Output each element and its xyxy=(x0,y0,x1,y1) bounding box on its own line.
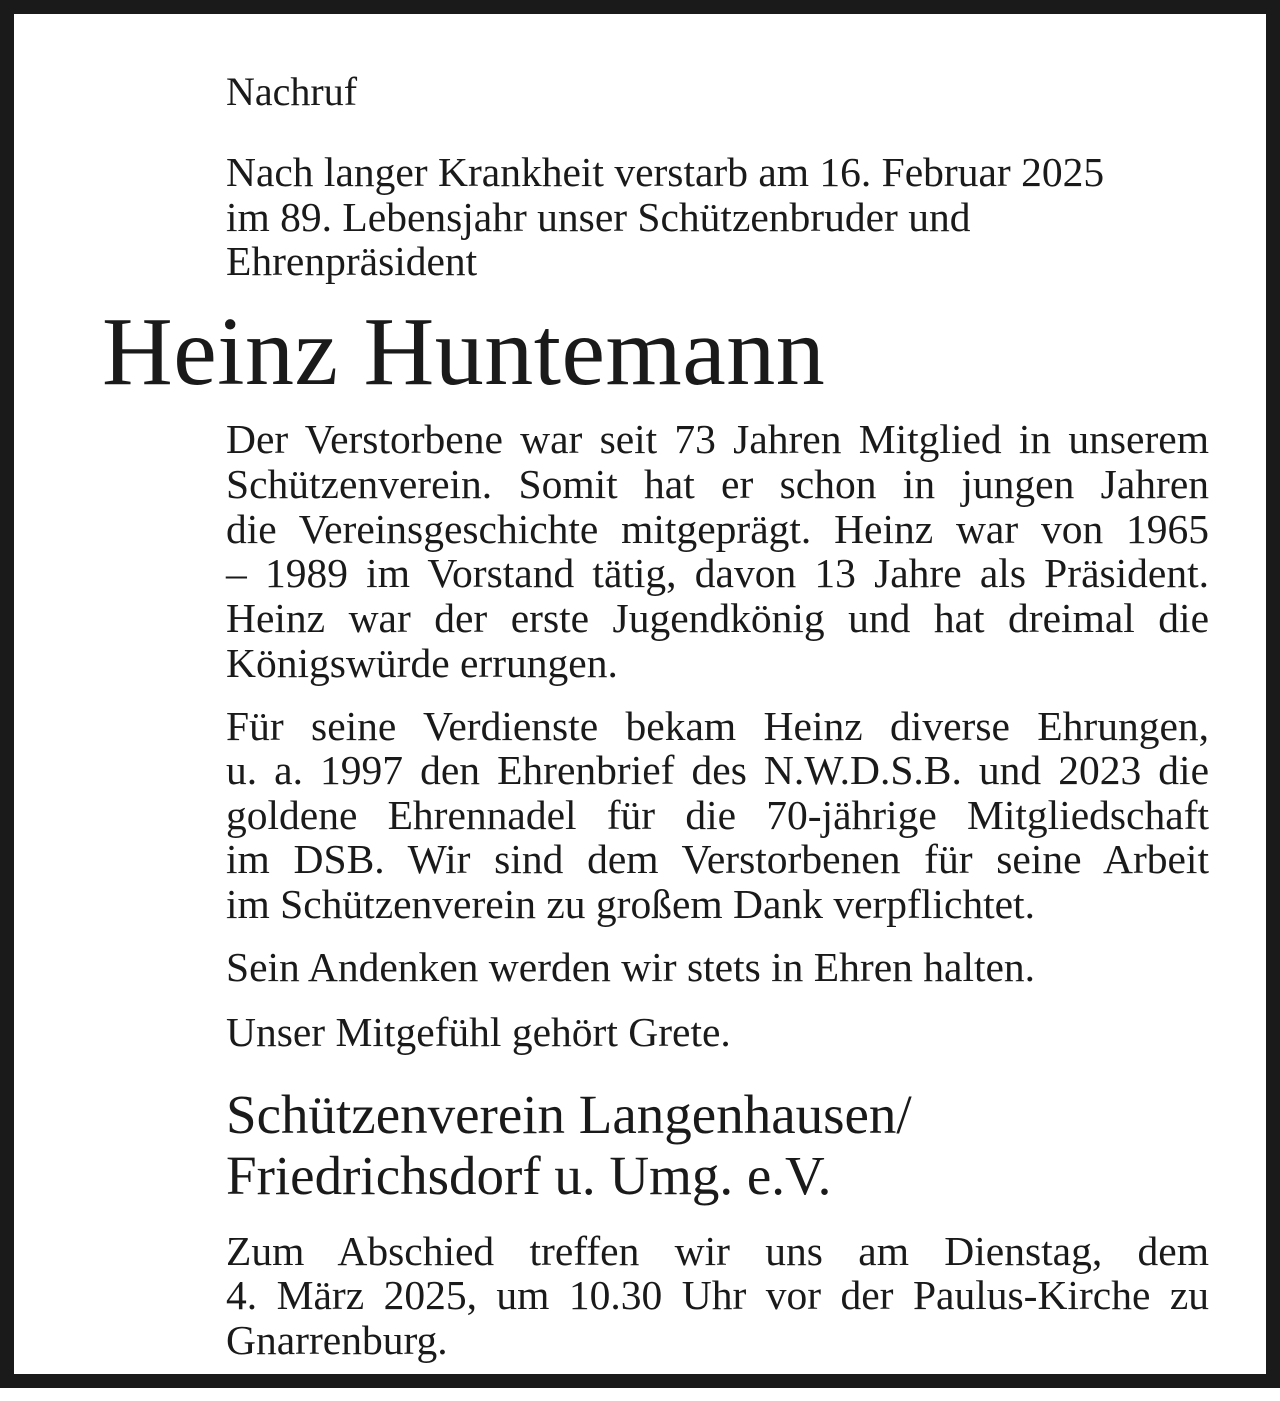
farewell-line-1: Zum Abschied treffen wir uns am Dienstag, dem xyxy=(226,1228,1209,1274)
farewell-line-2: 4. März 2025, um 10.30 Uhr vor der Paulus-Kirche zu xyxy=(226,1272,1209,1318)
obituary-header: Nachruf xyxy=(226,69,358,114)
remembrance-line: Sein Andenken werden wir stets in Ehren halten. xyxy=(226,944,1036,990)
condolence-line: Unser Mitgefühl gehört Grete. xyxy=(226,1009,731,1055)
paragraph2-line-2: u. a. 1997 den Ehrenbrief des N.W.D.S.B. und 2023 die xyxy=(226,747,1209,793)
paragraph1-line-2: Schützenverein. Somit hat er schon in jungen Jahren xyxy=(226,461,1209,507)
paragraph1-line-4: – 1989 im Vorstand tätig, davon 13 Jahre als Präsident. xyxy=(226,550,1209,596)
deceased-name: Heinz Huntemann xyxy=(102,298,826,406)
club-name-line-2: Friedrichsdorf u. Umg. e.V. xyxy=(226,1145,832,1206)
paragraph1-line-1: Der Verstorbene war seit 73 Jahren Mitglied in unserem xyxy=(226,416,1209,462)
intro-line-2: im 89. Lebensjahr unser Schützenbruder und xyxy=(226,194,971,240)
farewell-line-3: Gnarrenburg. xyxy=(226,1317,448,1363)
paragraph2-line-5: im Schützenverein zu großem Dank verpflichtet. xyxy=(226,881,1035,927)
paragraph1-line-6: Königswürde errungen. xyxy=(226,640,618,686)
paragraph2-line-1: Für seine Verdienste bekam Heinz diverse Ehrungen, xyxy=(226,703,1209,749)
intro-line-3: Ehrenpräsident xyxy=(226,238,478,284)
paragraph1-line-3: die Vereinsgeschichte mitgeprägt. Heinz war von 1965 xyxy=(226,506,1209,552)
club-name-line-1: Schützenverein Langenhausen/ xyxy=(226,1084,912,1145)
paragraph2-line-3: goldene Ehrennadel für die 70-jährige Mitgliedschaft xyxy=(226,792,1209,838)
intro-line-1: Nach langer Krankheit verstarb am 16. Februar 2025 xyxy=(226,149,1105,195)
paragraph1-line-5: Heinz war der erste Jugendkönig und hat dreimal die xyxy=(226,595,1209,641)
paragraph2-line-4: im DSB. Wir sind dem Verstorbenen für seine Arbeit xyxy=(226,836,1209,882)
